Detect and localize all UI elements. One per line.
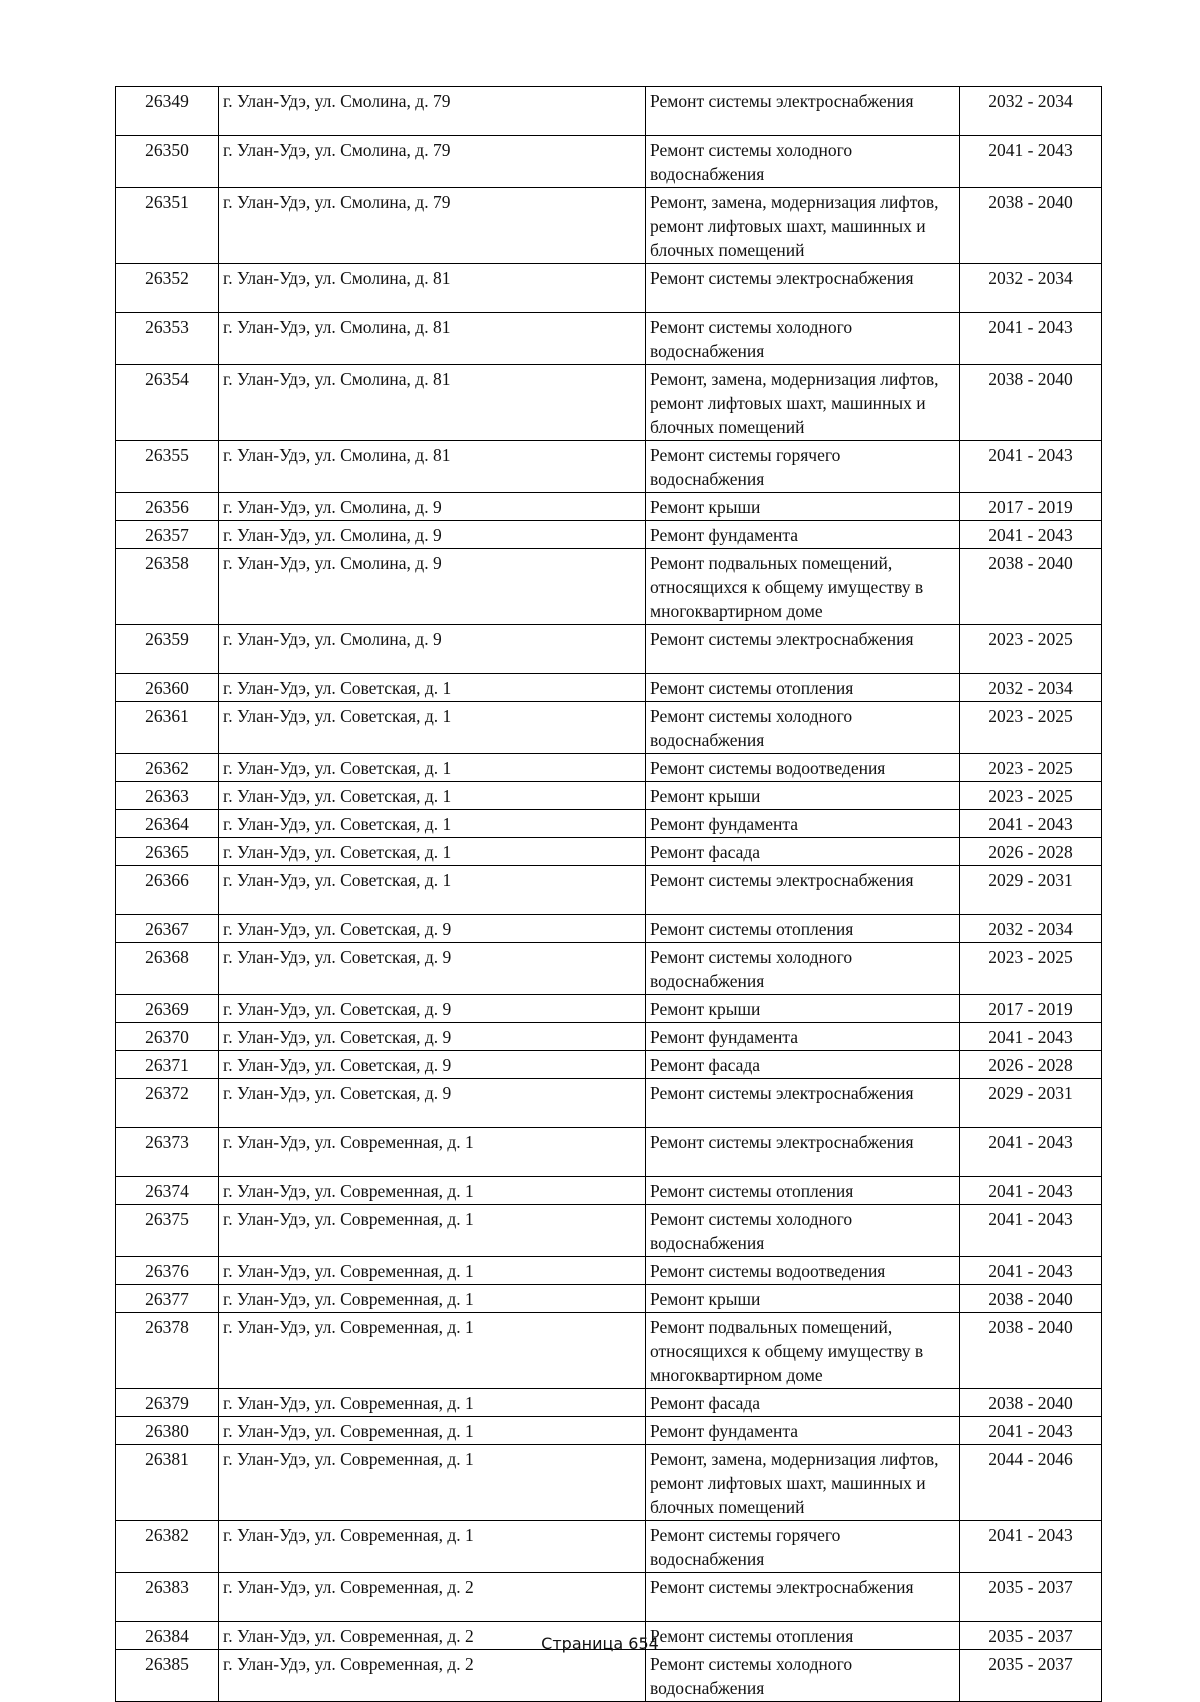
table-row [116, 549, 1102, 625]
work-type-cell: Ремонт системы холодного водоснабжения [646, 1650, 960, 1702]
table-row [116, 1445, 1102, 1521]
address-cell: г. Улан-Удэ, ул. Современная, д. 1 [219, 1257, 646, 1285]
row-number-cell: 26354 [116, 365, 219, 441]
address-cell: г. Улан-Удэ, ул. Современная, д. 1 [219, 1445, 646, 1521]
table-row [116, 87, 1102, 136]
work-type-cell: Ремонт фасада [646, 1051, 960, 1079]
table-row [116, 1079, 1102, 1128]
address-cell: г. Улан-Удэ, ул. Советская, д. 9 [219, 915, 646, 943]
period-cell: 2038 - 2040 [960, 1313, 1102, 1389]
period-cell: 2038 - 2040 [960, 365, 1102, 441]
table-row [116, 1573, 1102, 1622]
row-number-cell: 26373 [116, 1128, 219, 1177]
period-cell: 2041 - 2043 [960, 1417, 1102, 1445]
period-cell: 2017 - 2019 [960, 493, 1102, 521]
row-number-cell: 26360 [116, 674, 219, 702]
address-cell: г. Улан-Удэ, ул. Советская, д. 1 [219, 674, 646, 702]
table-row [116, 943, 1102, 995]
row-number-cell: 26375 [116, 1205, 219, 1257]
row-number-cell: 26370 [116, 1023, 219, 1051]
address-cell: г. Улан-Удэ, ул. Современная, д. 1 [219, 1389, 646, 1417]
address-cell: г. Улан-Удэ, ул. Современная, д. 1 [219, 1521, 646, 1573]
row-number-cell: 26350 [116, 136, 219, 188]
table-row [116, 702, 1102, 754]
repair-schedule-table [115, 86, 1102, 1702]
table-row [116, 264, 1102, 313]
work-type-cell: Ремонт системы отопления [646, 674, 960, 702]
period-cell: 2041 - 2043 [960, 1521, 1102, 1573]
work-type-cell: Ремонт системы электроснабжения [646, 625, 960, 674]
address-cell: г. Улан-Удэ, ул. Современная, д. 2 [219, 1622, 646, 1650]
row-number-cell: 26365 [116, 838, 219, 866]
period-cell: 2023 - 2025 [960, 754, 1102, 782]
work-type-cell: Ремонт системы водоотведения [646, 1257, 960, 1285]
address-cell: г. Улан-Удэ, ул. Смолина, д. 79 [219, 87, 646, 136]
work-type-cell: Ремонт системы электроснабжения [646, 866, 960, 915]
period-cell: 2023 - 2025 [960, 625, 1102, 674]
row-number-cell: 26368 [116, 943, 219, 995]
row-number-cell: 26381 [116, 1445, 219, 1521]
work-type-cell: Ремонт фундамента [646, 1417, 960, 1445]
row-number-cell: 26356 [116, 493, 219, 521]
address-cell: г. Улан-Удэ, ул. Современная, д. 2 [219, 1573, 646, 1622]
row-number-cell: 26357 [116, 521, 219, 549]
table-row [116, 838, 1102, 866]
period-cell: 2035 - 2037 [960, 1622, 1102, 1650]
row-number-cell: 26364 [116, 810, 219, 838]
period-cell: 2038 - 2040 [960, 1285, 1102, 1313]
table-row [116, 1389, 1102, 1417]
work-type-cell: Ремонт фасада [646, 838, 960, 866]
table-row [116, 1417, 1102, 1445]
row-number-cell: 26385 [116, 1650, 219, 1702]
table-row [116, 1285, 1102, 1313]
address-cell: г. Улан-Удэ, ул. Современная, д. 1 [219, 1128, 646, 1177]
work-type-cell: Ремонт системы водоотведения [646, 754, 960, 782]
address-cell: г. Улан-Удэ, ул. Советская, д. 1 [219, 810, 646, 838]
table-row [116, 782, 1102, 810]
row-number-cell: 26366 [116, 866, 219, 915]
period-cell: 2041 - 2043 [960, 1023, 1102, 1051]
address-cell: г. Улан-Удэ, ул. Смолина, д. 9 [219, 625, 646, 674]
address-cell: г. Улан-Удэ, ул. Смолина, д. 9 [219, 493, 646, 521]
row-number-cell: 26374 [116, 1177, 219, 1205]
address-cell: г. Улан-Удэ, ул. Смолина, д. 79 [219, 136, 646, 188]
work-type-cell: Ремонт, замена, модернизация лифтов, ремонт лифтовых шахт, машинных и блочных помещений [646, 1445, 960, 1521]
work-type-cell: Ремонт системы отопления [646, 1622, 960, 1650]
address-cell: г. Улан-Удэ, ул. Смолина, д. 81 [219, 264, 646, 313]
period-cell: 2026 - 2028 [960, 1051, 1102, 1079]
period-cell: 2032 - 2034 [960, 915, 1102, 943]
work-type-cell: Ремонт системы электроснабжения [646, 1128, 960, 1177]
period-cell: 2032 - 2034 [960, 264, 1102, 313]
row-number-cell: 26380 [116, 1417, 219, 1445]
period-cell: 2038 - 2040 [960, 1389, 1102, 1417]
table-row [116, 995, 1102, 1023]
address-cell: г. Улан-Удэ, ул. Смолина, д. 9 [219, 521, 646, 549]
period-cell: 2026 - 2028 [960, 838, 1102, 866]
period-cell: 2029 - 2031 [960, 1079, 1102, 1128]
work-type-cell: Ремонт фундамента [646, 521, 960, 549]
address-cell: г. Улан-Удэ, ул. Смолина, д. 81 [219, 313, 646, 365]
table-row [116, 1051, 1102, 1079]
table-row [116, 915, 1102, 943]
period-cell: 2032 - 2034 [960, 87, 1102, 136]
period-cell: 2038 - 2040 [960, 549, 1102, 625]
table-row [116, 313, 1102, 365]
table-row [116, 493, 1102, 521]
row-number-cell: 26355 [116, 441, 219, 493]
row-number-cell: 26383 [116, 1573, 219, 1622]
row-number-cell: 26363 [116, 782, 219, 810]
period-cell: 2041 - 2043 [960, 313, 1102, 365]
work-type-cell: Ремонт подвальных помещений, относящихся к общему имуществу в многоквартирном доме [646, 1313, 960, 1389]
work-type-cell: Ремонт системы электроснабжения [646, 1079, 960, 1128]
address-cell: г. Улан-Удэ, ул. Советская, д. 1 [219, 702, 646, 754]
work-type-cell: Ремонт системы электроснабжения [646, 87, 960, 136]
page-number: Страница 654 [541, 1634, 659, 1653]
table-row [116, 866, 1102, 915]
address-cell: г. Улан-Удэ, ул. Современная, д. 1 [219, 1177, 646, 1205]
period-cell: 2041 - 2043 [960, 521, 1102, 549]
work-type-cell: Ремонт фундамента [646, 1023, 960, 1051]
table-row [116, 1177, 1102, 1205]
period-cell: 2041 - 2043 [960, 1128, 1102, 1177]
address-cell: г. Улан-Удэ, ул. Советская, д. 9 [219, 1079, 646, 1128]
work-type-cell: Ремонт фундамента [646, 810, 960, 838]
address-cell: г. Улан-Удэ, ул. Советская, д. 9 [219, 1051, 646, 1079]
table-row [116, 674, 1102, 702]
period-cell: 2041 - 2043 [960, 1205, 1102, 1257]
work-type-cell: Ремонт системы холодного водоснабжения [646, 136, 960, 188]
period-cell: 2029 - 2031 [960, 866, 1102, 915]
row-number-cell: 26377 [116, 1285, 219, 1313]
work-type-cell: Ремонт крыши [646, 1285, 960, 1313]
row-number-cell: 26362 [116, 754, 219, 782]
table-row [116, 754, 1102, 782]
table-row [116, 1023, 1102, 1051]
row-number-cell: 26376 [116, 1257, 219, 1285]
period-cell: 2041 - 2043 [960, 1257, 1102, 1285]
address-cell: г. Улан-Удэ, ул. Смолина, д. 81 [219, 365, 646, 441]
row-number-cell: 26349 [116, 87, 219, 136]
row-number-cell: 26384 [116, 1622, 219, 1650]
table-row [116, 1128, 1102, 1177]
table-row [116, 1205, 1102, 1257]
period-cell: 2023 - 2025 [960, 943, 1102, 995]
address-cell: г. Улан-Удэ, ул. Современная, д. 2 [219, 1650, 646, 1702]
address-cell: г. Улан-Удэ, ул. Советская, д. 9 [219, 943, 646, 995]
work-type-cell: Ремонт крыши [646, 493, 960, 521]
row-number-cell: 26353 [116, 313, 219, 365]
work-type-cell: Ремонт системы холодного водоснабжения [646, 1205, 960, 1257]
period-cell: 2023 - 2025 [960, 782, 1102, 810]
address-cell: г. Улан-Удэ, ул. Смолина, д. 81 [219, 441, 646, 493]
row-number-cell: 26358 [116, 549, 219, 625]
row-number-cell: 26371 [116, 1051, 219, 1079]
address-cell: г. Улан-Удэ, ул. Советская, д. 9 [219, 995, 646, 1023]
row-number-cell: 26378 [116, 1313, 219, 1389]
table-row [116, 810, 1102, 838]
period-cell: 2041 - 2043 [960, 1177, 1102, 1205]
work-type-cell: Ремонт системы холодного водоснабжения [646, 702, 960, 754]
table-row [116, 136, 1102, 188]
table-row [116, 1313, 1102, 1389]
period-cell: 2041 - 2043 [960, 810, 1102, 838]
period-cell: 2041 - 2043 [960, 441, 1102, 493]
address-cell: г. Улан-Удэ, ул. Смолина, д. 79 [219, 188, 646, 264]
work-type-cell: Ремонт крыши [646, 995, 960, 1023]
work-type-cell: Ремонт фасада [646, 1389, 960, 1417]
period-cell: 2023 - 2025 [960, 702, 1102, 754]
address-cell: г. Улан-Удэ, ул. Советская, д. 1 [219, 866, 646, 915]
row-number-cell: 26367 [116, 915, 219, 943]
address-cell: г. Улан-Удэ, ул. Современная, д. 1 [219, 1205, 646, 1257]
table-row [116, 365, 1102, 441]
work-type-cell: Ремонт крыши [646, 782, 960, 810]
period-cell: 2038 - 2040 [960, 188, 1102, 264]
work-type-cell: Ремонт системы горячего водоснабжения [646, 1521, 960, 1573]
row-number-cell: 26359 [116, 625, 219, 674]
work-type-cell: Ремонт системы отопления [646, 1177, 960, 1205]
address-cell: г. Улан-Удэ, ул. Современная, д. 1 [219, 1313, 646, 1389]
address-cell: г. Улан-Удэ, ул. Советская, д. 1 [219, 754, 646, 782]
period-cell: 2032 - 2034 [960, 674, 1102, 702]
address-cell: г. Улан-Удэ, ул. Советская, д. 9 [219, 1023, 646, 1051]
row-number-cell: 26379 [116, 1389, 219, 1417]
table-row [116, 521, 1102, 549]
address-cell: г. Улан-Удэ, ул. Современная, д. 1 [219, 1285, 646, 1313]
table-row [116, 1521, 1102, 1573]
address-cell: г. Улан-Удэ, ул. Советская, д. 1 [219, 838, 646, 866]
work-type-cell: Ремонт, замена, модернизация лифтов, ремонт лифтовых шахт, машинных и блочных помещений [646, 365, 960, 441]
row-number-cell: 26361 [116, 702, 219, 754]
row-number-cell: 26382 [116, 1521, 219, 1573]
work-type-cell: Ремонт системы холодного водоснабжения [646, 943, 960, 995]
work-type-cell: Ремонт системы горячего водоснабжения [646, 441, 960, 493]
table-row [116, 1257, 1102, 1285]
work-type-cell: Ремонт подвальных помещений, относящихся к общему имуществу в многоквартирном доме [646, 549, 960, 625]
table-body [116, 87, 1102, 1702]
table-row [116, 441, 1102, 493]
work-type-cell: Ремонт системы отопления [646, 915, 960, 943]
address-cell: г. Улан-Удэ, ул. Современная, д. 1 [219, 1417, 646, 1445]
table-row [116, 1650, 1102, 1702]
row-number-cell: 26351 [116, 188, 219, 264]
work-type-cell: Ремонт системы электроснабжения [646, 264, 960, 313]
period-cell: 2035 - 2037 [960, 1573, 1102, 1622]
table-row [116, 625, 1102, 674]
period-cell: 2017 - 2019 [960, 995, 1102, 1023]
period-cell: 2044 - 2046 [960, 1445, 1102, 1521]
period-cell: 2041 - 2043 [960, 136, 1102, 188]
row-number-cell: 26352 [116, 264, 219, 313]
period-cell: 2035 - 2037 [960, 1650, 1102, 1702]
table-row [116, 188, 1102, 264]
address-cell: г. Улан-Удэ, ул. Советская, д. 1 [219, 782, 646, 810]
row-number-cell: 26372 [116, 1079, 219, 1128]
address-cell: г. Улан-Удэ, ул. Смолина, д. 9 [219, 549, 646, 625]
work-type-cell: Ремонт системы электроснабжения [646, 1573, 960, 1622]
work-type-cell: Ремонт системы холодного водоснабжения [646, 313, 960, 365]
row-number-cell: 26369 [116, 995, 219, 1023]
work-type-cell: Ремонт, замена, модернизация лифтов, ремонт лифтовых шахт, машинных и блочных помещений [646, 188, 960, 264]
